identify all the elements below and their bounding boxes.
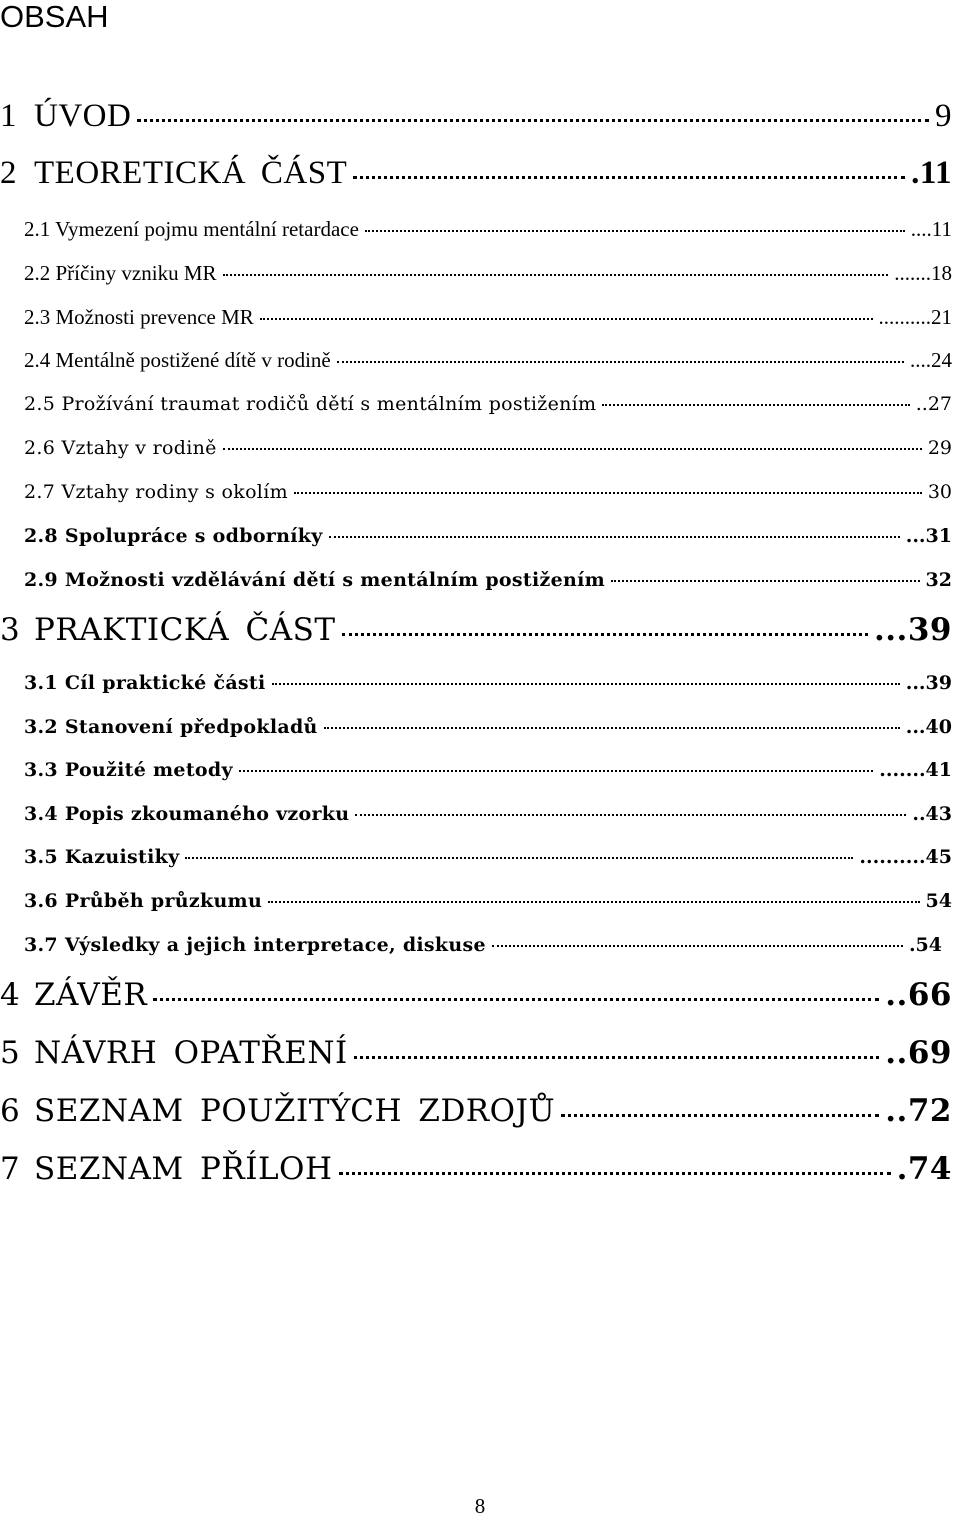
toc-entry-seznam-priloh[interactable] (0, 1151, 952, 1187)
toc-page: ..27 (915, 393, 952, 415)
toc-page: 32 (925, 569, 952, 591)
toc-page: 9 (935, 98, 952, 134)
toc-entry-2-1[interactable] (24, 217, 952, 242)
toc-page: ..72 (885, 1093, 952, 1129)
toc-page: ..66 (885, 977, 952, 1013)
toc-entry-navrh-opatreni[interactable] (0, 1035, 952, 1071)
toc-number: 7 (0, 1151, 21, 1187)
dot-leader (239, 770, 873, 772)
dot-leader (365, 230, 905, 232)
dot-leader (602, 404, 909, 406)
toc-title: 3.4 Popis zkoumaného vzorku (24, 803, 350, 825)
toc-page: .......41 (879, 759, 952, 781)
toc-page: ..........21 (878, 305, 952, 329)
toc-entry-2-4[interactable] (24, 348, 952, 373)
toc-page: .......18 (894, 261, 952, 285)
toc-title: 3.5 Kazuistiky (24, 846, 180, 868)
toc-page: 30 (927, 481, 952, 503)
toc-title: 2.9 Možnosti vzdělávání dětí s mentálním postižením (24, 569, 606, 591)
toc-entry-prakticka-cast[interactable] (0, 612, 952, 648)
toc-number: 6 (0, 1093, 21, 1129)
dot-leader (223, 448, 922, 450)
dot-leader (223, 274, 889, 276)
dot-leader (260, 318, 873, 320)
toc-number: 5 (0, 1035, 21, 1071)
dot-leader (355, 814, 906, 816)
toc-entry-zaver[interactable] (0, 977, 952, 1013)
toc-title: 2.6 Vztahy v rodině (24, 437, 217, 459)
dot-leader (342, 633, 868, 636)
toc-entry-3-1[interactable] (24, 672, 952, 694)
toc-number: 2 (0, 155, 17, 191)
toc-page: 29 (927, 437, 952, 459)
toc-title: 2.8 Spolupráce s odborníky (24, 525, 323, 547)
toc-page: .74 (896, 1151, 952, 1187)
dot-leader (329, 536, 900, 538)
dot-leader (339, 1172, 891, 1175)
toc-page: ....24 (910, 348, 952, 372)
dot-leader (611, 580, 920, 582)
toc-page: ..43 (912, 803, 952, 825)
toc-entry-3-4[interactable] (24, 803, 952, 825)
toc-title: NÁVRH OPATŘENÍ (34, 1035, 348, 1071)
toc-page: .11 (911, 155, 952, 191)
toc-title: 3.2 Stanovení předpokladů (24, 716, 318, 738)
toc-page: ..........45 (859, 846, 952, 868)
toc-number: 1 (0, 98, 17, 134)
toc-page: 54 (925, 890, 952, 912)
toc-title: 2.2 Příčiny vzniku MR (24, 261, 217, 285)
toc-title: 3.7 Výsledky a jejich interpretace, diskuse (24, 934, 486, 956)
page-title: OBSAH (0, 0, 109, 34)
dot-leader (492, 945, 903, 947)
toc-title: 3.1 Cíl praktické části (24, 672, 266, 694)
toc-title: PRAKTICKÁ ČÁST (34, 612, 336, 648)
dot-leader (354, 1056, 880, 1059)
toc-title: 3.6 Průběh průzkumu (24, 890, 263, 912)
toc-number: 3 (0, 612, 21, 648)
toc-title: 2.5 Prožívání traumat rodičů dětí s mentálním postižením (24, 393, 597, 415)
toc-page: ...40 (905, 716, 952, 738)
toc-entry-3-7[interactable] (24, 934, 942, 956)
toc-entry-2-5[interactable] (24, 393, 952, 415)
toc-title: SEZNAM POUŽITÝCH ZDROJŮ (34, 1093, 556, 1129)
toc-title: 3.3 Použité metody (24, 759, 233, 781)
toc-entry-2-9[interactable] (24, 569, 952, 591)
page-number: 8 (474, 1494, 486, 1518)
toc-entry-teoreticka-cast[interactable] (0, 155, 952, 192)
toc-entry-2-7[interactable] (24, 481, 952, 503)
toc-page: .54 (908, 934, 942, 956)
dot-leader (337, 361, 904, 363)
toc-entry-3-2[interactable] (24, 716, 952, 738)
dot-leader (353, 176, 905, 179)
toc-entry-3-3[interactable] (24, 759, 952, 781)
toc-entry-2-3[interactable] (24, 305, 952, 330)
toc-page: ..69 (885, 1035, 952, 1071)
toc-entry-seznam-zdroju[interactable] (0, 1093, 952, 1129)
toc-title: TEORETICKÁ ČÁST (34, 155, 348, 191)
toc-page: ...39 (873, 612, 952, 648)
dot-leader (324, 727, 900, 729)
toc-page: ...31 (905, 525, 952, 547)
toc-entry-2-8[interactable] (24, 525, 952, 547)
dot-leader (268, 901, 919, 903)
toc-title: ÚVOD (34, 98, 132, 134)
toc-page: ...39 (905, 672, 952, 694)
toc-title: 2.7 Vztahy rodiny s okolím (24, 481, 288, 503)
dot-leader (153, 998, 879, 1001)
toc-entry-uvod[interactable] (0, 98, 952, 135)
dot-leader (272, 683, 900, 685)
dot-leader (185, 857, 853, 859)
dot-leader (294, 492, 922, 494)
toc-title: 2.3 Možnosti prevence MR (24, 305, 254, 329)
toc-title: 2.4 Mentálně postižené dítě v rodině (24, 348, 331, 372)
toc-title: ZÁVĚR (34, 977, 148, 1013)
toc-entry-3-5[interactable] (24, 846, 952, 868)
dot-leader (561, 1114, 879, 1117)
toc-entry-3-6[interactable] (24, 890, 952, 912)
toc-entry-2-2[interactable] (24, 261, 952, 286)
toc-entry-2-6[interactable] (24, 437, 952, 459)
toc-title: 2.1 Vymezení pojmu mentální retardace (24, 217, 359, 241)
toc-number: 4 (0, 977, 21, 1013)
dot-leader (137, 119, 929, 122)
toc-title: SEZNAM PŘÍLOH (34, 1151, 333, 1187)
toc-page: ....11 (910, 217, 952, 241)
